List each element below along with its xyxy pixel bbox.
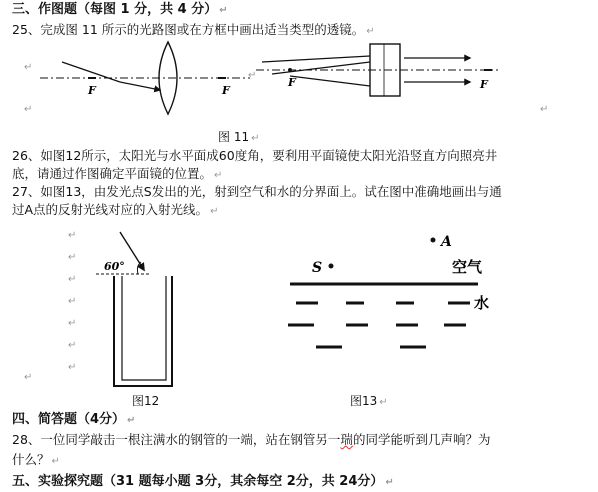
point-s-dot — [329, 264, 334, 269]
fig12-well-diagram — [96, 232, 172, 386]
water-label: 水 — [474, 294, 490, 312]
fig11-convex-lens-diagram — [40, 42, 250, 114]
section4-title: 四、简答题（4分） ↵ — [12, 412, 136, 427]
point-s-label: S — [312, 260, 323, 276]
section5-title: 五、实验探究题（31 题每小题 3分，其余每空 2分，共 24分） ↵ — [12, 474, 394, 489]
focus-label: F — [288, 76, 296, 89]
q25-text: 25、完成图 11 所示的光路图或在方框中画出适当类型的透镜。 ↵ — [12, 22, 375, 37]
fig12-caption: 图12 — [132, 394, 160, 408]
focus-label: F — [222, 84, 230, 97]
return-mark: ↵ — [24, 104, 33, 115]
fig13-interface-diagram — [288, 234, 489, 347]
q26-line1: 26、如图12所示，太阳光与水平面成60度角，要利用平面镜使太阳光沿竖直方向照亮井 — [12, 148, 498, 163]
q28-line1: 28、一位同学敲击一根注满水的钢管的一端，站在钢管另一瑞的同学能听到几声响？为 — [12, 432, 491, 447]
q28-line2: 什么？ ↵ — [12, 452, 60, 467]
section3-title: 三、作图题（每图 1 分，共 4 分） ↵ — [12, 2, 228, 17]
angle-label: 60° — [104, 260, 125, 273]
return-mark: ↵ — [68, 362, 77, 373]
light-ray — [272, 62, 370, 74]
fig11-caption: 图 11 ↵ — [218, 130, 260, 144]
q27-line2: 过A点的反射光线对应的入射光线。 ↵ — [12, 202, 219, 217]
return-mark: ↵ — [68, 230, 77, 241]
return-mark: ↵ — [540, 104, 549, 115]
return-mark: ↵ — [68, 318, 77, 329]
return-mark: ↵ — [248, 70, 257, 81]
fig11-box-lens-diagram — [256, 44, 498, 96]
return-mark: ↵ — [24, 62, 33, 73]
fig13-caption: 图13 ↵ — [350, 394, 388, 408]
point-a-label: A — [441, 234, 452, 250]
point-a-dot — [431, 238, 436, 243]
focus-point — [288, 68, 292, 72]
light-ray — [262, 56, 370, 62]
return-mark: ↵ — [68, 296, 77, 307]
focus-label: F — [88, 84, 96, 97]
return-mark: ↵ — [68, 274, 77, 285]
return-mark: ↵ — [24, 372, 33, 383]
return-mark: ↵ — [68, 252, 77, 263]
well-inner — [122, 276, 166, 380]
return-mark: ↵ — [68, 340, 77, 351]
incident-ray — [120, 82, 160, 90]
air-label: 空气 — [452, 258, 483, 276]
focus-label: F — [480, 78, 488, 91]
water-dashes — [288, 303, 470, 347]
well-outer — [114, 276, 172, 386]
light-ray — [290, 76, 370, 86]
q26-line2: 底，请通过作图确定平面镜的位置。 ↵ — [12, 166, 223, 181]
q27-line1: 27、如图13，由发光点S发出的光，射到空气和水的分界面上。试在图中准确地画出与通 — [12, 184, 502, 199]
